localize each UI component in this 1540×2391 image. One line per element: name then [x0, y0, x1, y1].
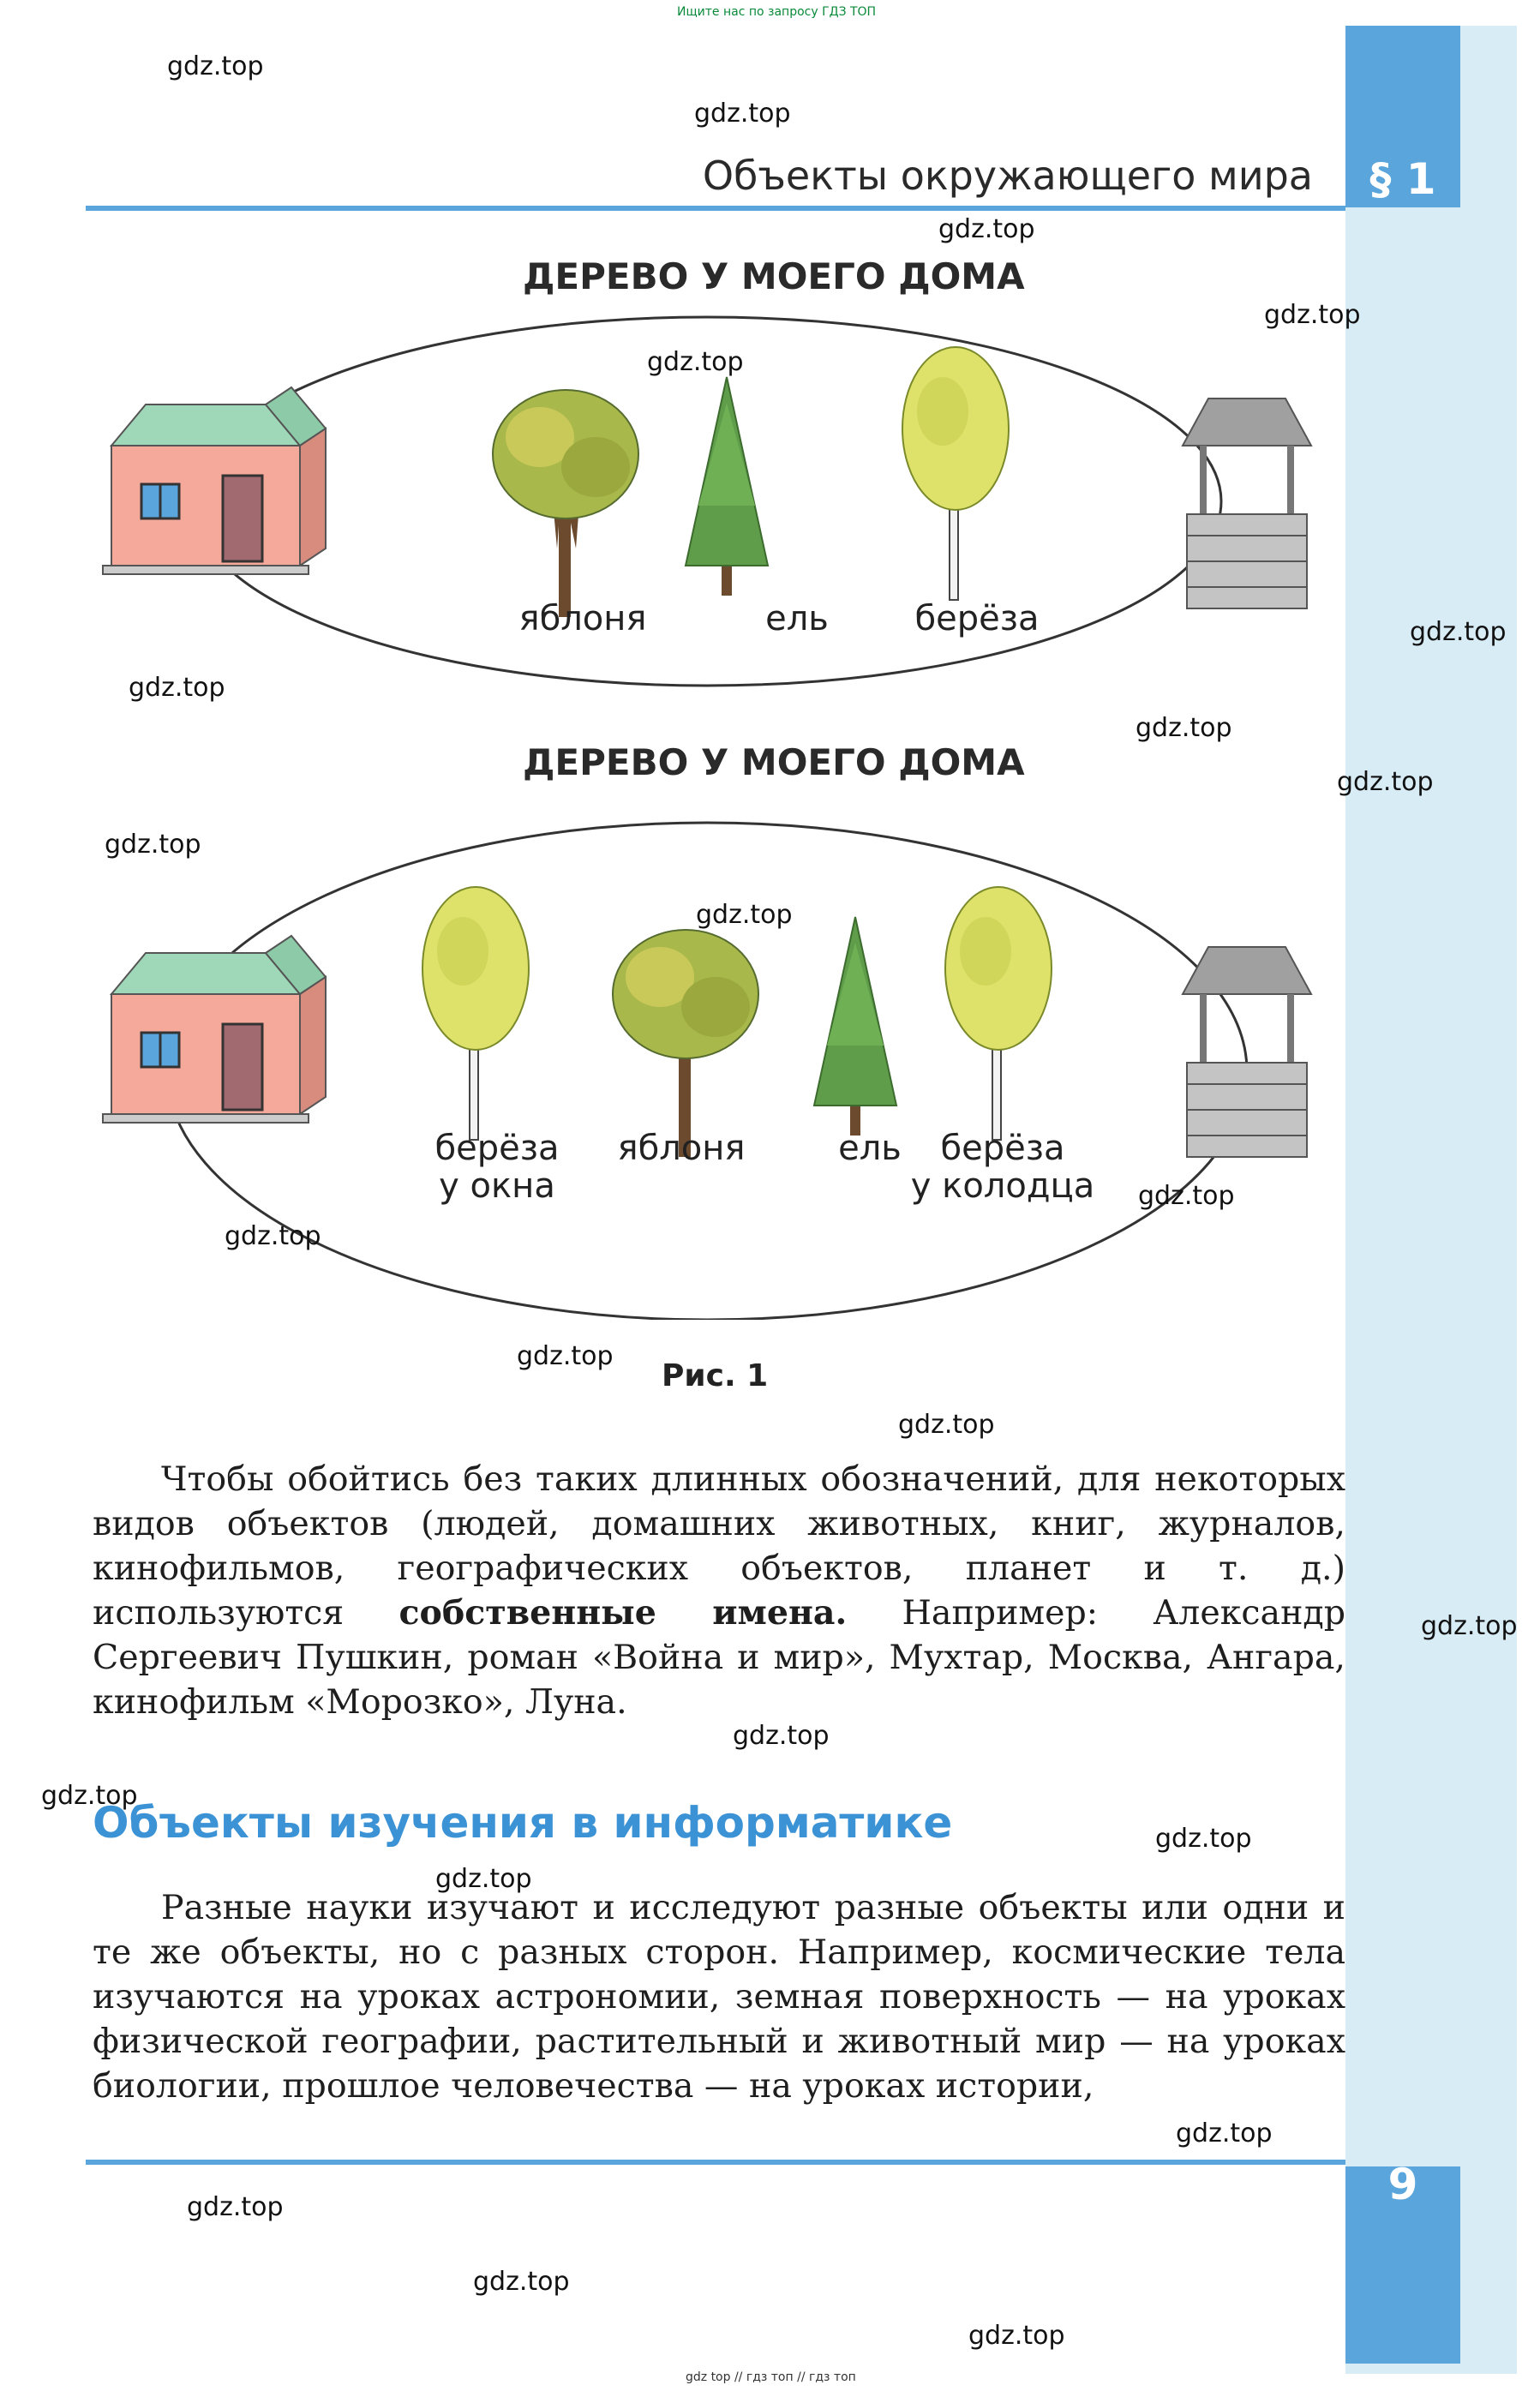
house-icon: [103, 936, 326, 1123]
house-icon: [103, 387, 326, 574]
header-rule: [86, 206, 1345, 211]
side-band: [1345, 26, 1517, 2374]
well-icon: [1183, 947, 1311, 1157]
footer-rule: [86, 2160, 1345, 2165]
watermark: gdz.top: [1136, 713, 1232, 743]
watermark: gdz.top: [1138, 1181, 1235, 1211]
watermark: gdz.top: [898, 1410, 995, 1440]
proper-names-term: собственные имена.: [398, 1593, 848, 1633]
well-icon: [1183, 398, 1311, 608]
fig1-label-spruce: ель: [765, 599, 829, 638]
fig1-label-apple: яблоня: [518, 599, 647, 638]
watermark: gdz.top: [1410, 617, 1507, 647]
watermark: gdz.top: [473, 2267, 570, 2297]
watermark: gdz.top: [647, 347, 744, 377]
watermark: gdz.top: [41, 1781, 138, 1811]
apple-tree-icon: [493, 390, 638, 617]
watermark: gdz.top: [1176, 2118, 1273, 2148]
birch-icon: [902, 347, 1009, 600]
watermark: gdz.top: [1421, 1611, 1518, 1641]
watermark: gdz.top: [938, 214, 1035, 244]
watermark: gdz.top: [696, 900, 793, 930]
watermark: gdz.top: [187, 2192, 284, 2222]
watermark: gdz.top: [129, 673, 225, 703]
fig2-label-birch-window: берёза у окна: [434, 1129, 560, 1206]
bottom-note: gdz top // гдз топ // гдз топ: [686, 2370, 856, 2384]
watermark: gdz.top: [167, 51, 264, 81]
watermark: gdz.top: [1337, 767, 1434, 797]
watermark: gdz.top: [733, 1721, 830, 1751]
figure1-title: ДЕРЕВО У МОЕГО ДОМА: [523, 255, 1025, 297]
watermark: gdz.top: [968, 2321, 1065, 2351]
figure-caption: Рис. 1: [662, 1358, 769, 1393]
apple-tree-icon: [613, 930, 758, 1157]
page-header-title: Объекты окружающего мира: [702, 153, 1313, 199]
fig2-label-apple: яблоня: [617, 1129, 746, 1168]
section-heading: Объекты изучения в информатике: [93, 1798, 953, 1848]
watermark: gdz.top: [225, 1221, 321, 1251]
birch-icon: [422, 887, 529, 1140]
birch-icon: [945, 887, 1052, 1140]
top-note: Ищите нас по запросу ГДЗ ТОП: [677, 5, 877, 19]
paragraph-1: Чтобы обойтись без таких длинных обозначений, для некоторых видов объектов (людей, домашних животных, книг, журналов, кинофильмов, географических объектов, планет и т. д.) используются собственные имена. Например: Александр Сергеевич Пушкин, роман «Война и мир», Мухтар, Москва, Ангара, кинофильм «Морозко», Луна.: [93, 1459, 1346, 1722]
spruce-icon: [686, 377, 768, 596]
figure2-ellipse: [167, 823, 1247, 1320]
fig2-label-birch-well: берёза у колодца: [910, 1129, 1095, 1206]
watermark: gdz.top: [694, 99, 791, 129]
page-number: 9: [1387, 2160, 1418, 2209]
watermark: gdz.top: [105, 830, 201, 860]
spruce-icon: [814, 917, 896, 1136]
watermark: gdz.top: [517, 1341, 614, 1371]
watermark: gdz.top: [435, 1864, 532, 1894]
fig1-label-birch: берёза: [914, 599, 1040, 638]
section-number: § 1: [1369, 154, 1436, 204]
watermark: gdz.top: [1264, 300, 1361, 330]
figure2-title: ДЕРЕВО У МОЕГО ДОМА: [523, 741, 1025, 783]
fig2-label-spruce: ель: [838, 1129, 902, 1168]
watermark: gdz.top: [1155, 1824, 1252, 1854]
paragraph-2: Разные науки изучают и исследуют разные объекты или одни и те же объекты, но с разных сторон. Например, космические тела изучаются на уроках астрономии, земная поверхность — на уроках физической географии, растительный и животный мир — на уроках биологии, прошлое человечества — на уроках истории,: [93, 1888, 1345, 2106]
